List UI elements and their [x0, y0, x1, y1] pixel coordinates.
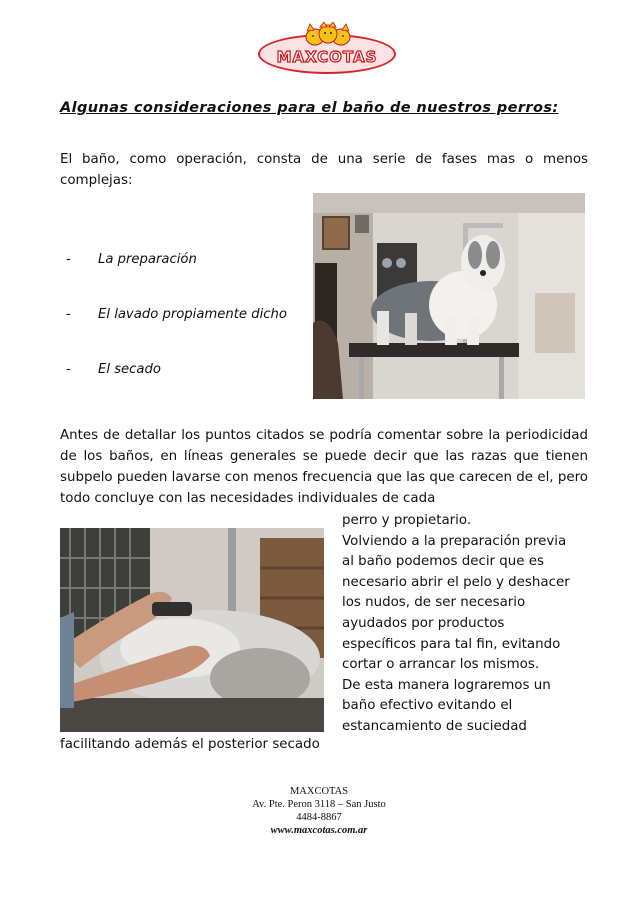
text-line: al baño podemos decir que es: [342, 554, 545, 570]
text-line: ayudados por productos: [342, 615, 505, 631]
dog-on-grooming-table-photo: [313, 193, 585, 399]
step-label: El secado: [98, 362, 161, 377]
intro-paragraph: El baño, como operación, consta de una serie de fases mas o menos complejas:: [60, 152, 588, 188]
footer-phone: 4484-8867: [296, 812, 342, 823]
step-label: La preparación: [98, 252, 197, 267]
periodicity-paragraph: Antes de detallar los puntos citados se podría comentar sobre la periodicidad de los baños, en líneas generales se puede decir que las razas que tienen subpelo pueden lavarse con menos frecuencia que las que carecen de el, pero todo concluye con las necesidades individuales de cada: [60, 428, 588, 506]
text-line: necesario abrir el pelo y deshacer: [342, 574, 570, 590]
step-dash: -: [66, 362, 71, 377]
closing-line: facilitando además el posterior secado: [60, 737, 320, 752]
text-line: estancamiento de suciedad: [342, 718, 527, 734]
text-line: cortar o arrancar los mismos.: [342, 657, 540, 673]
text-line: De esta manera lograremos un: [342, 677, 551, 693]
text-line: baño efectivo evitando el: [342, 698, 513, 714]
step-item: [62, 252, 287, 307]
steps-list: [62, 252, 287, 417]
text-line: perro y propietario.: [342, 513, 472, 528]
logo-text: MAXCOTAS: [276, 48, 378, 66]
brushing-dog-photo: [60, 528, 324, 732]
footer-address: Av. Pte. Peron 3118 – San Justo: [252, 799, 386, 810]
step-item: [62, 307, 287, 362]
text-line: Volviendo a la preparación previa: [342, 533, 567, 549]
step-dash: -: [66, 252, 71, 267]
maxcotas-logo: [258, 22, 396, 74]
step-label: El lavado propiamente dicho: [98, 307, 287, 322]
page-heading: Algunas consideraciones para el baño de nuestros perros:: [60, 100, 559, 116]
step-item: [62, 362, 287, 417]
footer: [0, 785, 638, 837]
step-dash: -: [66, 307, 71, 322]
footer-website-link[interactable]: www.maxcotas.com.ar: [270, 825, 368, 836]
footer-company: MAXCOTAS: [289, 786, 349, 797]
grooming-text-block: [342, 511, 592, 738]
text-line: los nudos, de ser necesario: [342, 595, 526, 611]
text-line: específicos para tal fin, evitando: [342, 636, 561, 652]
dogs-icon: [302, 22, 354, 48]
